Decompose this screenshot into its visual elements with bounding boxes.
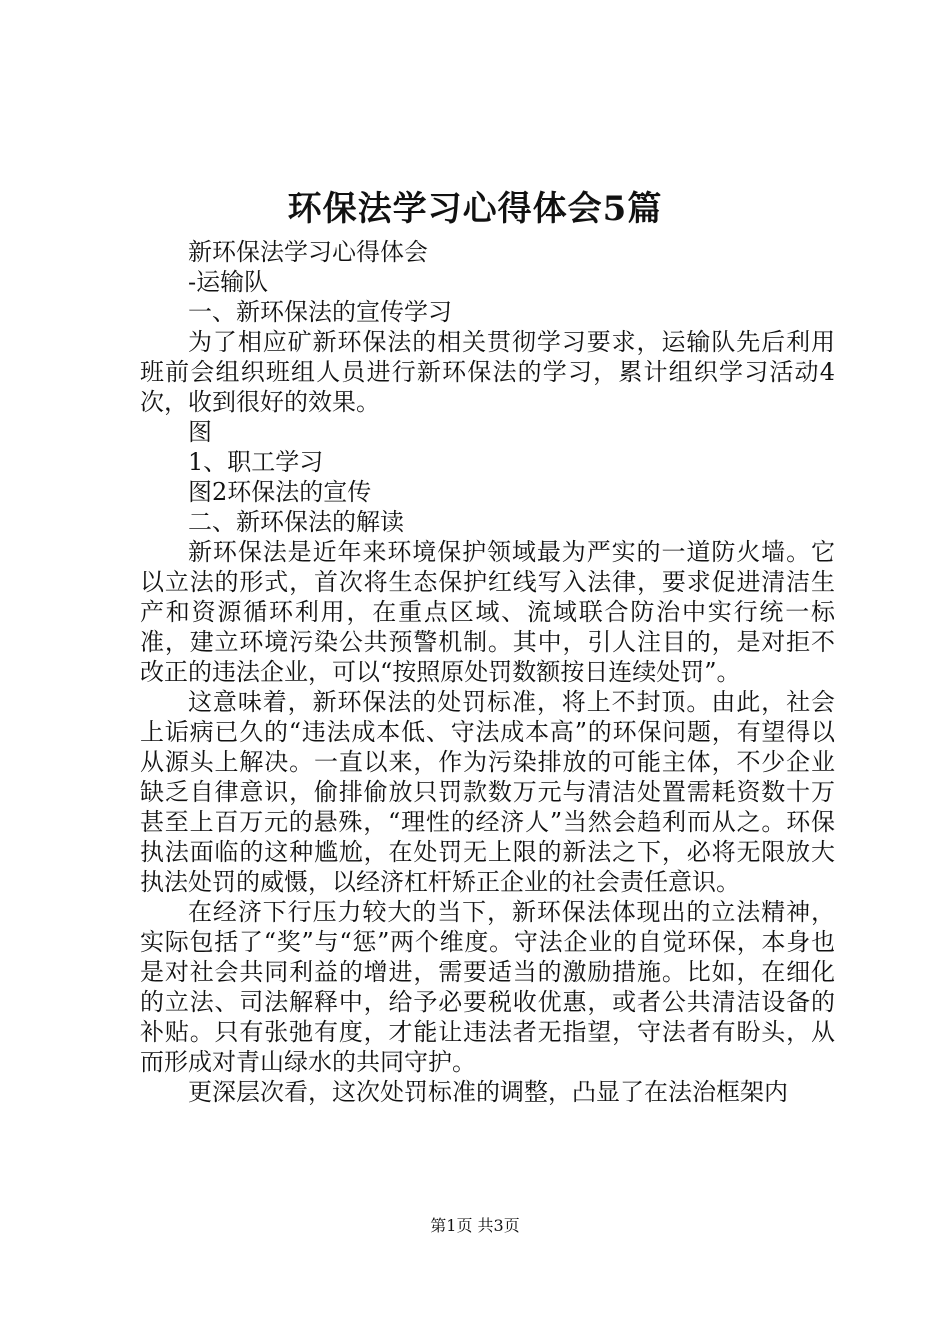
figure-caption: 图 bbox=[188, 418, 212, 446]
document-title: 环保法学习心得体会5篇 bbox=[287, 189, 663, 229]
figure-caption: 图2环保法的宣传 bbox=[188, 478, 372, 506]
paragraph: 在经济下行压力较大的当下，新环保法体现出的立法精神，实际包括了“奖”与“惩”两个维度。守法企业的自觉环保，本身也是对社会共同利益的增进，需要适当的激励措施。比如，在细化的立法、司法解释中，给予必要税收优惠，或者公共清洁设备的补贴。只有张弛有度，才能让违法者无指望，守法者有盼头，从而形成对青山绿水的共同守护。 bbox=[140, 898, 835, 1076]
paragraph: 为了相应矿新环保法的相关贯彻学习要求，运输队先后利用班前会组织班组人员进行新环保法的学习，累计组织学习活动4次，收到很好的效果。 bbox=[140, 328, 835, 416]
paragraph: 更深层次看，这次处罚标准的调整，凸显了在法治框架内 bbox=[188, 1078, 788, 1106]
figure-caption: 1、职工学习 bbox=[188, 448, 324, 476]
section-heading-1: 一、新环保法的宣传学习 bbox=[188, 298, 452, 326]
document-body bbox=[140, 237, 835, 1107]
section-heading-2: 二、新环保法的解读 bbox=[188, 508, 404, 536]
paragraph-author: -运输队 bbox=[188, 268, 269, 296]
page-number-footer: 第1页 共3页 bbox=[430, 1216, 520, 1235]
paragraph: 新环保法是近年来环境保护领域最为严实的一道防火墙。它以立法的形式，首次将生态保护红线写入法律，要求促进清洁生产和资源循环利用，在重点区域、流域联合防治中实行统一标准，建立环境污染公共预警机制。其中，引人注目的，是对拒不改正的违法企业，可以“按照原处罚数额按日连续处罚”。 bbox=[140, 538, 835, 686]
paragraph-subtitle: 新环保法学习心得体会 bbox=[188, 238, 428, 266]
paragraph: 这意味着，新环保法的处罚标准，将上不封顶。由此，社会上诟病已久的“违法成本低、守法成本高”的环保问题，有望得以从源头上解决。一直以来，作为污染排放的可能主体，不少企业缺乏自律意识，偷排偷放只罚款数万元与清洁处置需耗资数十万甚至上百万元的悬殊，“理性的经济人”当然会趋利而从之。环保执法面临的这种尴尬，在处罚无上限的新法之下，必将无限放大执法处罚的威慑，以经济杠杆矫正企业的社会责任意识。 bbox=[140, 688, 835, 896]
